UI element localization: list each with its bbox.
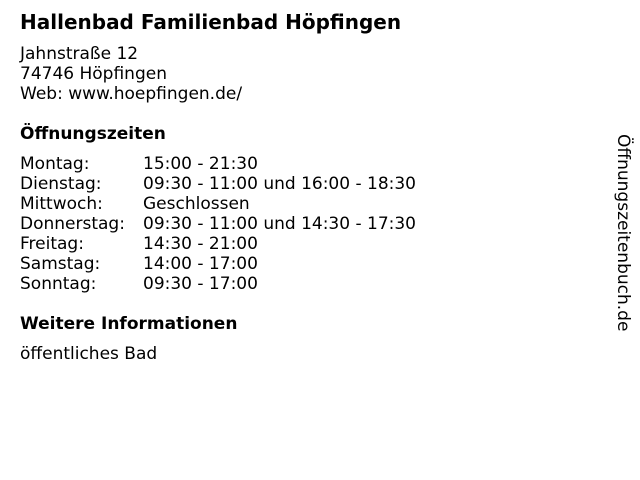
time-value: 14:30 - 21:00 bbox=[143, 234, 258, 254]
hours-row-friday bbox=[20, 234, 416, 254]
street-address: Jahnstraße 12 bbox=[20, 44, 139, 64]
website-link[interactable]: Web: www.hoepfingen.de/ bbox=[20, 84, 243, 104]
more-info-heading: Weitere Informationen bbox=[20, 314, 238, 334]
hours-row-thursday bbox=[20, 214, 416, 234]
page-title: Hallenbad Familienbad Höpfingen bbox=[20, 10, 402, 34]
site-brand-vertical: Öffnungszeitenbuch.de bbox=[613, 134, 633, 332]
day-label: Montag: bbox=[20, 154, 90, 174]
day-label: Freitag: bbox=[20, 234, 84, 254]
opening-hours-table bbox=[20, 154, 416, 294]
day-label: Samstag: bbox=[20, 254, 101, 274]
time-value: 09:30 - 17:00 bbox=[143, 274, 258, 294]
opening-hours-heading: Öffnungszeiten bbox=[20, 124, 166, 144]
time-value: 09:30 - 11:00 und 14:30 - 17:30 bbox=[143, 214, 416, 234]
hours-row-saturday bbox=[20, 254, 416, 274]
hours-row-tuesday bbox=[20, 174, 416, 194]
day-label: Sonntag: bbox=[20, 274, 97, 294]
time-value: 09:30 - 11:00 und 16:00 - 18:30 bbox=[143, 174, 416, 194]
day-label: Donnerstag: bbox=[20, 214, 125, 234]
day-label: Mittwoch: bbox=[20, 194, 103, 214]
hours-row-sunday bbox=[20, 274, 416, 294]
time-value: 14:00 - 17:00 bbox=[143, 254, 258, 274]
hours-row-wednesday bbox=[20, 194, 416, 214]
hours-row-monday bbox=[20, 154, 416, 174]
day-label: Dienstag: bbox=[20, 174, 102, 194]
city-address: 74746 Höpfingen bbox=[20, 64, 167, 84]
address-block bbox=[20, 44, 242, 104]
time-value: 15:00 - 21:30 bbox=[143, 154, 258, 174]
facility-type: öffentliches Bad bbox=[20, 344, 158, 364]
time-value: Geschlossen bbox=[143, 194, 250, 214]
